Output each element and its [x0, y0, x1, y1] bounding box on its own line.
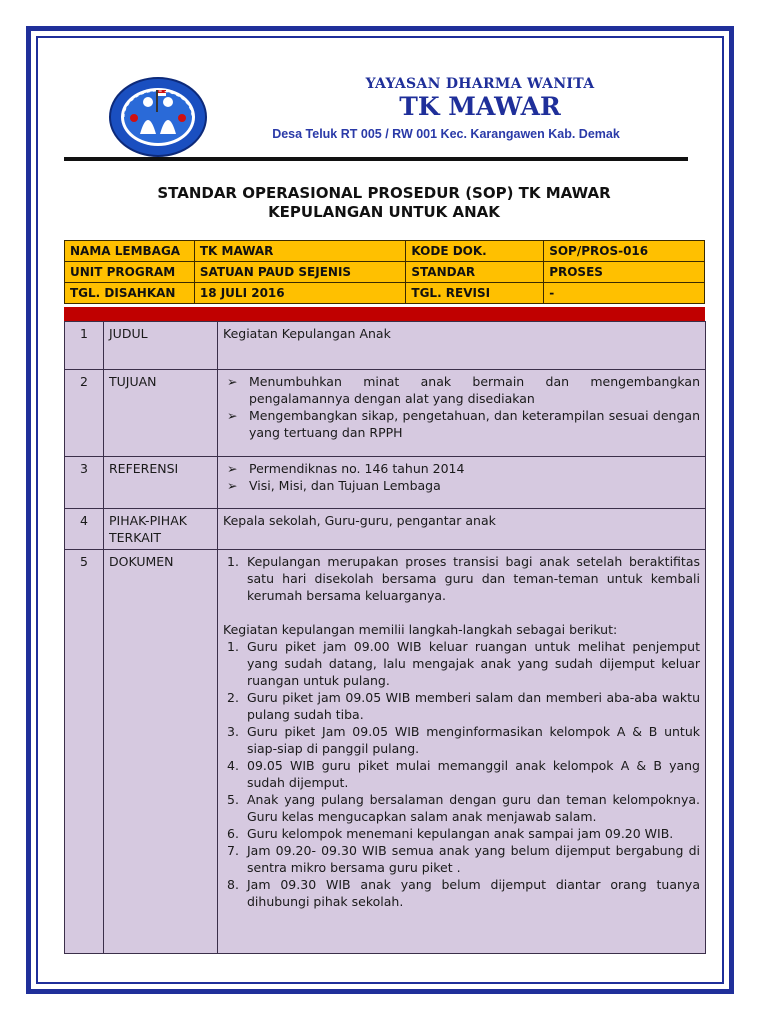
row-value: [218, 457, 706, 509]
meta-value: SOP/PROS-016: [544, 241, 705, 262]
row-value: [218, 370, 706, 457]
meta-row: [65, 262, 705, 283]
list-item: ➢ Mengembangkan sikap, pengetahuan, dan keterampilan sesuai dengan yang tertuang dan RPPH: [227, 408, 700, 440]
tujuan-list: [223, 373, 700, 441]
meta-key: STANDAR: [406, 262, 544, 283]
table-row-tujuan: [65, 370, 706, 457]
list-item: 1. Guru piket jam 09.00 WIB keluar ruangan untuk melihat penjemput yang sudah datang, lalu mengajak anak yang sudah dijemput keluar ruangan untuk pulang.: [227, 639, 700, 688]
section-separator-bar: [64, 307, 705, 321]
sop-content-table: [64, 321, 706, 954]
meta-row: [65, 283, 705, 304]
row-number: 4: [65, 509, 104, 550]
meta-key: TGL. DISAHKAN: [65, 283, 195, 304]
row-label: DOKUMEN: [104, 550, 218, 954]
referensi-list: [223, 460, 700, 494]
dharma-wanita-emblem-icon: [108, 76, 208, 158]
meta-key: TGL. REVISI: [406, 283, 544, 304]
meta-value: SATUAN PAUD SEJENIS: [194, 262, 406, 283]
foundation-name: YAYASAN DHARMA WANITA: [365, 76, 595, 92]
list-item: 3. Guru piket Jam 09.05 WIB menginformasikan kelompok A & B untuk siap-siap di panggil pulang.: [227, 724, 700, 756]
row-value: [218, 550, 706, 954]
dokumen-steps-list: [223, 638, 700, 910]
list-item: 8. Jam 09.30 WIB anak yang belum dijemput diantar orang tuanya dihubungi pihak sekolah.: [227, 877, 700, 909]
meta-value: 18 JULI 2016: [194, 283, 406, 304]
list-item: ➢ Permendiknas no. 146 tahun 2014: [227, 461, 465, 476]
meta-value: TK MAWAR: [194, 241, 406, 262]
document-title-line1: STANDAR OPERASIONAL PROSEDUR (SOP) TK MAWAR: [157, 184, 611, 202]
meta-value: PROSES: [544, 262, 705, 283]
row-label: TUJUAN: [104, 370, 218, 457]
list-item: ➢ Visi, Misi, dan Tujuan Lembaga: [227, 478, 441, 493]
arrow-bullet-icon: ➢: [227, 461, 238, 476]
arrow-bullet-icon: ➢: [227, 478, 238, 493]
row-label: PIHAK-PIHAK TERKAIT: [104, 509, 218, 550]
arrow-bullet-icon: ➢: [227, 374, 238, 389]
meta-value: -: [544, 283, 705, 304]
dokumen-first-list: [223, 553, 700, 604]
row-number: 1: [65, 322, 104, 370]
list-item: 6. Guru kelompok menemani kepulangan anak sampai jam 09.20 WIB.: [227, 826, 674, 841]
dokumen-intro: Kegiatan kepulangan memilii langkah-langkah sebagai berikut:: [223, 622, 618, 637]
meta-key: NAMA LEMBAGA: [65, 241, 195, 262]
document-title-line2: KEPULANGAN UNTUK ANAK: [268, 203, 500, 221]
school-address: Desa Teluk RT 005 / RW 001 Kec. Karangawen Kab. Demak: [272, 127, 620, 141]
list-item: 1. Kepulangan merupakan proses transisi bagi anak setelah beraktifitas satu hari disekolah bersama guru dan teman-teman untuk kembali kerumah bersama keluarganya.: [227, 554, 700, 603]
row-number: 2: [65, 370, 104, 457]
row-number: 5: [65, 550, 104, 954]
meta-key: KODE DOK.: [406, 241, 544, 262]
meta-row: [65, 241, 705, 262]
header-divider: [64, 157, 688, 161]
meta-key: UNIT PROGRAM: [65, 262, 195, 283]
table-row-dokumen: [65, 550, 706, 954]
list-item: ➢ Menumbuhkan minat anak bermain dan mengembangkan pengalamannya dengan alat yang disediakan: [227, 374, 700, 406]
row-value: Kepala sekolah, Guru-guru, pengantar anak: [218, 509, 706, 550]
list-item: 5. Anak yang pulang bersalaman dengan guru dan teman kelompoknya. Guru kelas mengucapkan salam anak menjawab salam.: [227, 792, 700, 824]
list-item: 2. Guru piket jam 09.05 WIB memberi salam dan memberi aba-aba waktu pulang sudah tiba.: [227, 690, 700, 722]
document-title: [64, 184, 704, 222]
table-row-judul: [65, 322, 706, 370]
arrow-bullet-icon: ➢: [227, 408, 238, 423]
row-label: REFERENSI: [104, 457, 218, 509]
row-value: Kegiatan Kepulangan Anak: [218, 322, 706, 370]
document-meta-table: [64, 240, 705, 304]
table-row-referensi: [65, 457, 706, 509]
table-row-pihak: [65, 509, 706, 550]
list-item: 4. 09.05 WIB guru piket mulai memanggil anak kelompok A & B yang sudah dijemput.: [227, 758, 700, 790]
school-name: TK MAWAR: [399, 92, 561, 121]
row-number: 3: [65, 457, 104, 509]
list-item: 7. Jam 09.20- 09.30 WIB semua anak yang belum dijemput bergabung di sentra mikro bersama guru piket .: [227, 843, 700, 875]
row-label: JUDUL: [104, 322, 218, 370]
